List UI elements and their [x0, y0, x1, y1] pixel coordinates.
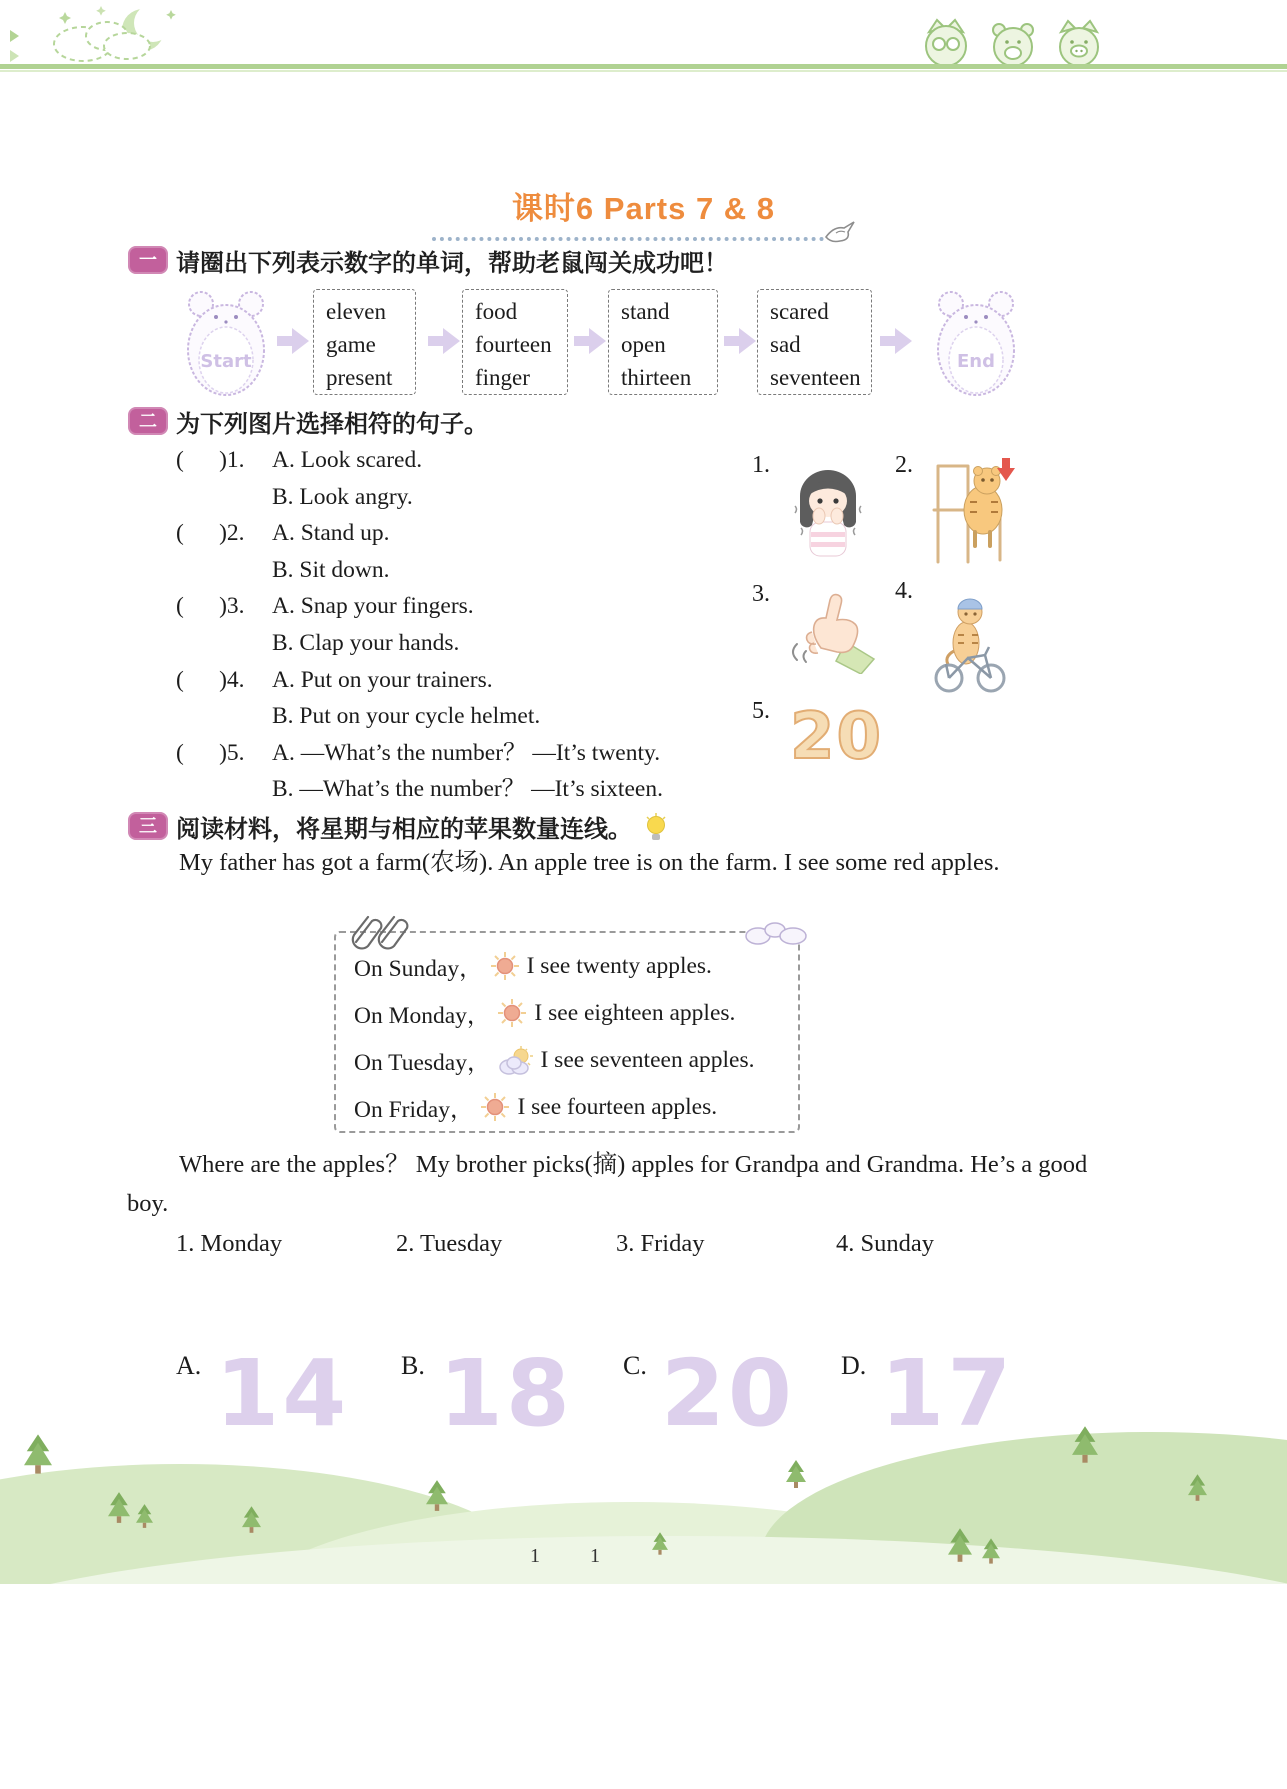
- header-divider: [0, 64, 1287, 69]
- picture-4-label: 4.: [895, 578, 913, 604]
- answer-blank: ( )3.: [176, 593, 245, 620]
- page-number-right: 1: [590, 1545, 600, 1567]
- option-a: A. Snap your fingers.: [272, 593, 474, 620]
- picture-3-label: 3.: [752, 581, 770, 607]
- tiger-on-chair-illustration: [928, 456, 1016, 566]
- option-a: A. Stand up.: [272, 520, 390, 547]
- day-option-tuesday: 2. Tuesday: [396, 1230, 503, 1257]
- page-title: 课时6 Parts 7 & 8: [511, 191, 776, 226]
- word-box-4: scared sad seventeen: [757, 289, 872, 395]
- note-line-sunday: On Sunday， I see twenty apples.: [354, 952, 712, 982]
- section-one-badge: 一: [128, 246, 168, 274]
- number-option-d: D. 17: [841, 1340, 1015, 1447]
- title-underline: [432, 237, 824, 241]
- section-two-badge: 二: [128, 407, 168, 435]
- option-a: A. —What’s the number？ —It’s twenty.: [272, 739, 661, 766]
- question-3: [176, 588, 776, 661]
- question-5: [176, 735, 776, 808]
- option-b: B. —What’s the number？ —It’s sixteen.: [272, 776, 663, 803]
- option-a: A. Look scared.: [272, 447, 423, 473]
- section-one-instruction: 请圈出下列表示数字的单词，帮助老鼠闯关成功吧！: [176, 250, 728, 277]
- tree-icon: [108, 1492, 130, 1523]
- number-option-b: B. 18: [401, 1340, 573, 1447]
- arrow-right-icon: [277, 326, 309, 356]
- day-options-row: [176, 1230, 1136, 1264]
- answer-blank: ( )1.: [176, 447, 245, 473]
- arrow-right-icon: [880, 326, 912, 356]
- tree-icon: [652, 1532, 668, 1555]
- section-three-instruction: 阅读材料，将星期与相应的苹果数量连线。: [176, 809, 667, 844]
- tree-icon: [1188, 1474, 1207, 1501]
- tree-icon: [982, 1538, 1000, 1564]
- passage-intro: My father has got a farm(农场). An apple tree is on the farm. I see some red apples.: [179, 849, 1000, 876]
- tree-icon: [426, 1480, 448, 1511]
- word-box-3: stand open thirteen: [608, 289, 718, 395]
- tree-icon: [136, 1504, 153, 1528]
- lightbulb-icon: [645, 813, 667, 841]
- left-edge-marks-icon: [8, 26, 22, 68]
- answer-blank: ( )4.: [176, 666, 245, 693]
- day-option-monday: 1. Monday: [176, 1230, 283, 1257]
- hills-graphic: [0, 1424, 1287, 1584]
- cat-bicycle-illustration: [928, 583, 1010, 697]
- answer-blank: ( )2.: [176, 520, 245, 547]
- page-number-left: 1: [530, 1545, 540, 1567]
- number-option-a: A. 14: [176, 1340, 350, 1447]
- answer-blank: ( )5.: [176, 739, 245, 766]
- number-option-c: C. 20: [623, 1340, 795, 1447]
- passage-outro: Where are the apples？ My brother picks(摘) apples for Grandpa and Grandma. He’s a good boy.: [127, 1151, 1088, 1217]
- day-option-friday: 3. Friday: [616, 1230, 705, 1257]
- word-box-2: food fourteen finger: [462, 289, 568, 395]
- sunny-icon: [480, 1092, 510, 1122]
- end-label: End: [957, 351, 995, 372]
- word-box-1: eleven game present: [313, 289, 416, 395]
- cloud-moon-stars-icon: [45, 2, 185, 72]
- tree-icon: [242, 1506, 261, 1533]
- arrow-right-icon: [428, 326, 460, 356]
- note-line-tuesday: On Tuesday， I see seventeen apples.: [354, 1046, 755, 1076]
- section-three-badge: 三: [128, 812, 168, 840]
- tree-icon: [24, 1434, 52, 1474]
- question-list: [176, 442, 776, 808]
- mouse-end-icon: [933, 288, 1019, 398]
- tree-icon: [1072, 1426, 1098, 1463]
- arrow-right-icon: [574, 326, 606, 356]
- picture-2-label: 2.: [895, 452, 913, 478]
- option-a: A. Put on your trainers.: [272, 666, 493, 693]
- sun-cloud-icon: [497, 1045, 533, 1075]
- bird-doodle-icon: [822, 220, 858, 248]
- header-divider-light: [0, 70, 1287, 72]
- option-b: B. Put on your cycle helmet.: [272, 703, 541, 730]
- paperclip-icon: [348, 910, 414, 952]
- animal-trio-icon: [915, 10, 1115, 68]
- tree-icon: [948, 1528, 972, 1562]
- scared-girl-illustration: [788, 456, 868, 558]
- option-b: B. Look angry.: [272, 483, 413, 510]
- sunny-icon: [490, 951, 520, 981]
- picture-5-label: 5.: [752, 698, 770, 724]
- mouse-start-icon: [183, 288, 269, 398]
- question-4: [176, 662, 776, 735]
- tree-icon: [786, 1460, 806, 1488]
- snap-fingers-illustration: [786, 592, 878, 674]
- section-two-instruction: 为下列图片选择相符的句子。: [176, 411, 488, 438]
- note-line-friday: On Friday， I see fourteen apples.: [354, 1093, 718, 1123]
- start-label: Start: [200, 351, 252, 372]
- option-b: B. Clap your hands.: [272, 629, 460, 656]
- option-b: B. Sit down.: [272, 556, 390, 583]
- day-option-sunday: 4. Sunday: [836, 1230, 934, 1257]
- number-20-graphic: 20: [790, 700, 884, 774]
- question-1: [176, 442, 776, 515]
- question-2: [176, 515, 776, 588]
- arrow-right-icon: [724, 326, 756, 356]
- picture-1-label: 1.: [752, 452, 770, 478]
- note-line-monday: On Monday， I see eighteen apples.: [354, 999, 736, 1029]
- cloud-doodle-icon: [744, 915, 810, 947]
- sunny-icon: [497, 998, 527, 1028]
- apple-note-box: [334, 931, 800, 1133]
